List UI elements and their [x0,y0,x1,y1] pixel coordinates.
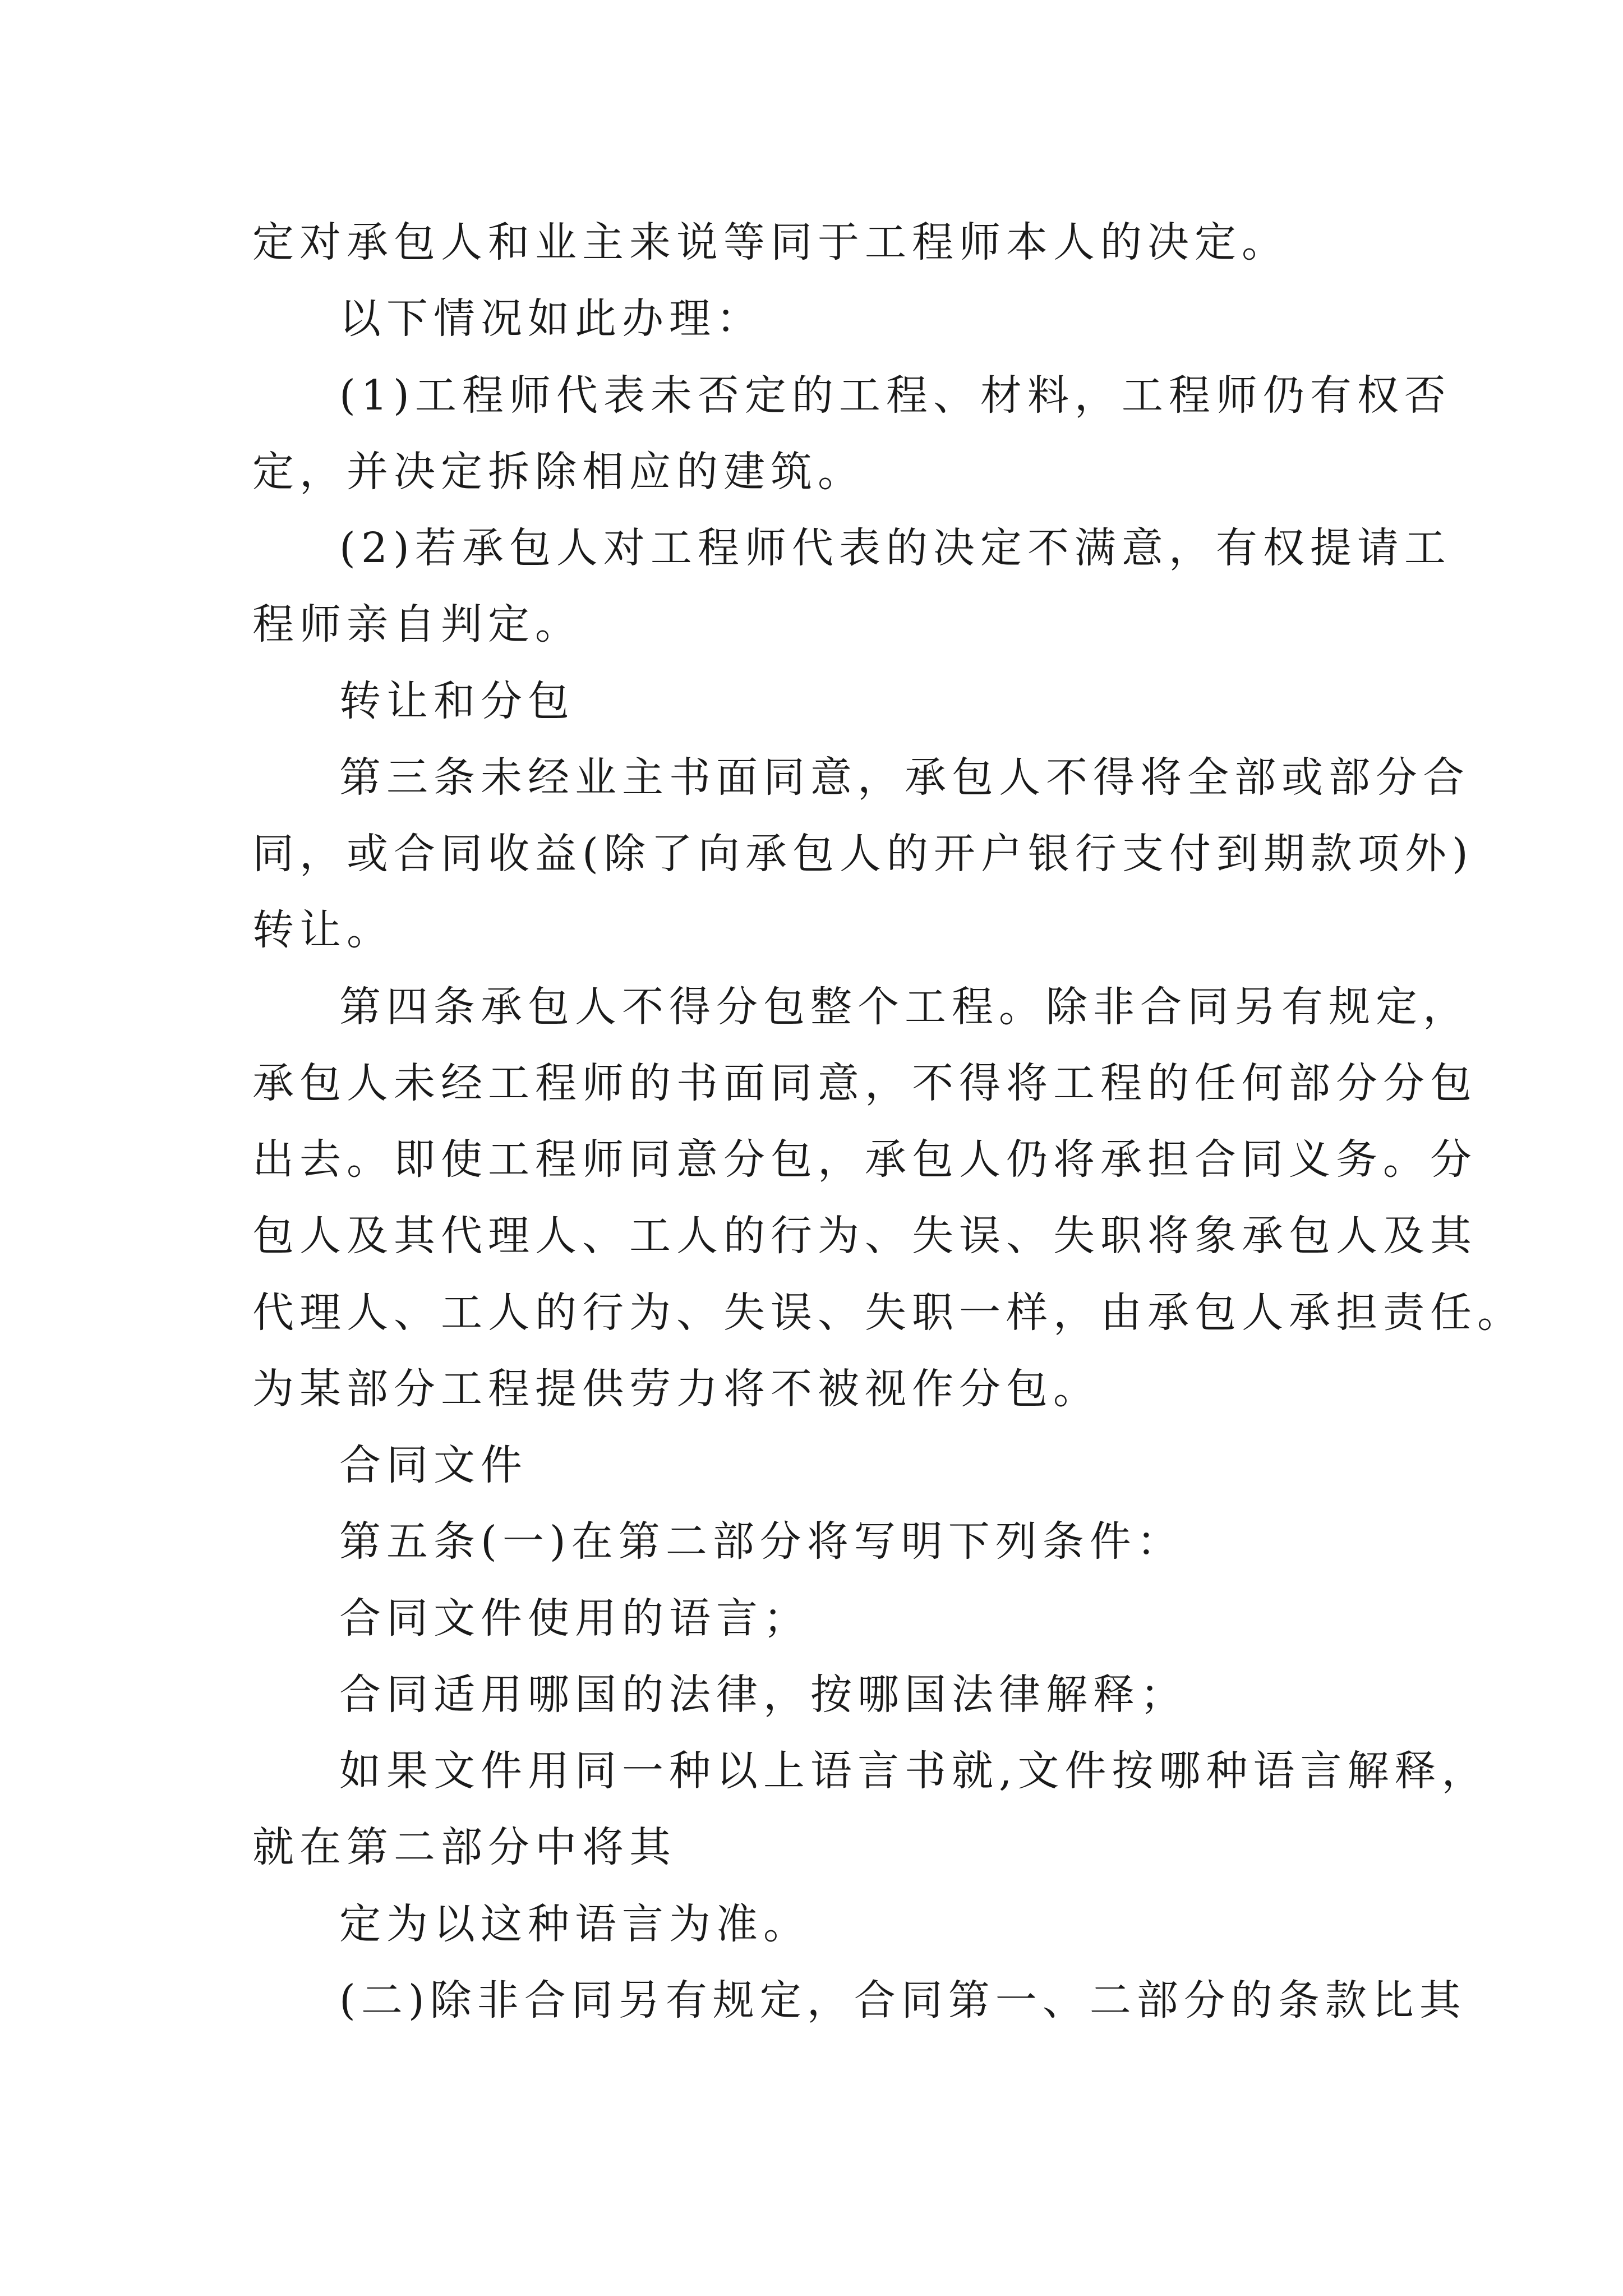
text-line: 第五条(一)在第二部分将写明下列条件： [339,1517,1184,1566]
text-line: 定，并决定拆除相应的建筑。 [252,448,865,496]
section-heading: 合同文件 [339,1441,528,1489]
text-line: (二)除非合同另有规定，合同第一、二部分的条款比其 [339,1976,1467,2024]
text-line: 定为以这种语言为准。 [339,1900,810,1948]
text-line: 就在第二部分中将其 [252,1823,676,1871]
text-line: 定对承包人和业主来说等同于工程师本人的决定。 [252,218,1289,266]
text-line: 程师亲自判定。 [252,600,582,648]
text-line: 第三条未经业主书面同意，承包人不得将全部或部分合 [339,753,1470,802]
text-line: 第四条承包人不得分包整个工程。除非合同另有规定， [339,983,1470,1031]
text-line: (2)若承包人对工程师代表的决定不满意，有权提请工 [339,524,1451,572]
text-line: 同，或合同收益(除了向承包人的开户银行支付到期款项外) [252,830,1474,878]
text-line: 承包人未经工程师的书面同意，不得将工程的任何部分分包 [252,1059,1477,1107]
text-line: (1)工程师代表未否定的工程、材料，工程师仍有权否 [339,371,1451,420]
text-line: 出去。即使工程师同意分包，承包人仍将承担合同义务。分 [252,1135,1477,1184]
text-line: 合同文件使用的语言； [339,1594,810,1642]
text-line: 如果文件用同一种以上语言书就,文件按哪种语言解释， [339,1747,1489,1795]
text-line: 为某部分工程提供劳力将不被视作分包。 [252,1365,1100,1413]
text-line: 合同适用哪国的法律，按哪国法律解释； [339,1671,1187,1719]
text-line: 转让。 [252,906,394,954]
text-line: 以下情况如此办理： [339,295,763,343]
text-line: 代理人、工人的行为、失误、失职一样，由承包人承担责任。 [252,1289,1524,1337]
text-line: 包人及其代理人、工人的行为、失误、失职将象承包人及其 [252,1212,1477,1260]
section-heading: 转让和分包 [339,677,575,725]
